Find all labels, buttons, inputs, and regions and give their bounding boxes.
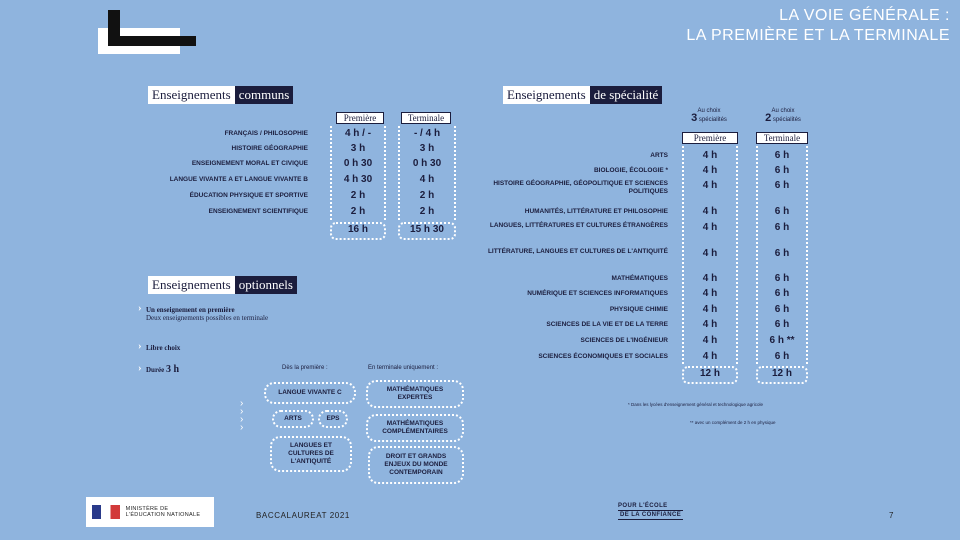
optionnels-item-choice: › Libre choix [146,344,180,352]
specialite-row-premiere: 4 h [702,351,718,362]
communs-row-premiere: 2 h [350,190,366,201]
specialite-row-terminale: 6 h [774,165,790,176]
footer-bac: BACCALAUREAT 2021 [256,511,350,520]
specialite-row-label: NUMÉRIQUE ET SCIENCES INFORMATIQUES [527,290,668,297]
option-droit: DROIT ET GRANDS ENJEUX DU MONDE CONTEMPORAIN [368,446,464,484]
specialite-row-terminale: 6 h [774,180,790,191]
specialite-row-label: LANGUES, LITTÉRATURES ET CULTURES ÉTRANGÈRES [489,222,668,229]
optionnels-item-duration: › Durée 3 h [146,366,179,374]
communs-row-label: ENSEIGNEMENT MORAL ET CIVIQUE [191,160,308,167]
specialite-row-label: SCIENCES DE LA VIE ET DE LA TERRE [546,321,668,328]
specialite-row-terminale: 6 h ** [769,335,795,346]
communs-row-label: HISTOIRE GÉOGRAPHIE [231,145,308,152]
specialite-col-terminale: Terminale [756,132,808,144]
logo-mark [98,10,198,46]
specialite-row-premiere: 4 h [702,180,718,191]
option-maths-expertes: MATHÉMATIQUES EXPERTES [366,380,464,408]
specialite-row-label: HISTOIRE GÉOGRAPHIE, GÉOPOLITIQUE ET SCIENCES POLITIQUES [493,180,668,195]
communs-row-label: ÉDUCATION PHYSIQUE ET SPORTIVE [189,192,308,199]
specialite-total-premiere: 12 h [682,366,738,384]
option-langue-vivante-c: LANGUE VIVANTE C [264,382,356,404]
specialite-row-terminale: 6 h [774,248,790,259]
french-flag-icon [92,505,120,519]
specialite-row-label: SCIENCES DE L'INGÉNIEUR [580,337,668,344]
option-arts: ARTS [272,410,314,428]
footnote-ingenieur: ** avec un complément de 2 h en physique [690,420,776,425]
communs-col-terminale: Terminale [401,112,451,124]
communs-row-premiere: 4 h 30 [343,174,373,185]
specialite-row-terminale: 6 h [774,304,790,315]
specialite-row-label: SCIENCES ÉCONOMIQUES ET SOCIALES [538,353,668,360]
communs-row-terminale: 2 h [419,206,435,217]
choice-terminale: Au choix 2 spécialités [765,108,801,124]
communs-row-premiere: 3 h [350,143,366,154]
communs-row-terminale: 3 h [419,143,435,154]
ecole-confiance-logo: POUR L'ÉCOLE DE LA CONFIANCE [618,503,682,518]
ministry-logo: MINISTÈRE DE L'ÉDUCATION NATIONALE [86,497,214,527]
label-en-terminale: En terminale uniquement : [368,365,439,371]
option-maths-complementaires: MATHÉMATIQUES COMPLÉMENTAIRES [366,414,464,442]
communs-row-label: ENSEIGNEMENT SCIENTIFIQUE [208,208,308,215]
section-communs-heading: Enseignements communs [148,86,293,104]
specialite-row-premiere: 4 h [702,222,718,233]
page-number: 7 [889,511,894,520]
communs-total-premiere: 16 h [330,222,386,240]
specialite-row-premiere: 4 h [702,150,718,161]
communs-row-premiere: 2 h [350,206,366,217]
specialite-row-label: HUMANITÉS, LITTÉRATURE ET PHILOSOPHIE [524,208,668,215]
specialite-row-premiere: 4 h [702,273,718,284]
communs-row-label: LANGUE VIVANTE A ET LANGUE VIVANTE B [169,176,308,183]
specialite-row-terminale: 6 h [774,273,790,284]
communs-col-premiere: Première [336,112,384,124]
communs-row-terminale: 0 h 30 [412,158,442,169]
specialite-row-label: MATHÉMATIQUES [611,275,668,282]
chevron-icon: › › › › [240,398,244,433]
specialite-row-premiere: 4 h [702,319,718,330]
specialite-row-terminale: 6 h [774,288,790,299]
specialite-row-terminale: 6 h [774,150,790,161]
communs-row-premiere: 4 h / - [344,128,372,139]
specialite-row-label: PHYSIQUE CHIMIE [609,306,668,313]
specialite-col-premiere: Première [682,132,738,144]
communs-row-label: FRANÇAIS / PHILOSOPHIE [224,130,308,137]
footnote-biologie: * Dans les lycées d'enseignement général et technologique agricole [628,402,763,407]
specialite-row-label: ARTS [650,152,668,159]
specialite-row-terminale: 6 h [774,319,790,330]
specialite-row-premiere: 4 h [702,335,718,346]
section-optionnels-heading: Enseignements optionnels [148,276,297,294]
choice-premiere: Au choix 3 spécialités [691,108,727,124]
optionnels-item-count: › Un enseignement en première Deux enseignements possibles en terminale [146,306,286,322]
specialite-row-premiere: 4 h [702,304,718,315]
label-des-la-premiere: Dès la première : [282,365,328,371]
specialite-row-label: LITTÉRATURE, LANGUES ET CULTURES DE L'ANTIQUITÉ [487,248,668,255]
page-title: LA VOIE GÉNÉRALE : LA PREMIÈRE ET LA TERMINALE [686,7,950,44]
communs-row-terminale: 2 h [419,190,435,201]
specialite-row-terminale: 6 h [774,351,790,362]
specialite-row-premiere: 4 h [702,288,718,299]
section-specialite-heading: Enseignements de spécialité [503,86,662,104]
option-eps: EPS [318,410,348,428]
specialite-row-premiere: 4 h [702,206,718,217]
option-langues-antiquite: LANGUES ET CULTURES DE L'ANTIQUITÉ [270,436,352,472]
communs-row-premiere: 0 h 30 [343,158,373,169]
communs-row-terminale: 4 h [419,174,435,185]
specialite-row-premiere: 4 h [702,248,718,259]
communs-total-terminale: 15 h 30 [398,222,456,240]
specialite-row-terminale: 6 h [774,222,790,233]
specialite-total-terminale: 12 h [756,366,808,384]
specialite-row-label: BIOLOGIE, ÉCOLOGIE * [593,167,668,174]
specialite-row-terminale: 6 h [774,206,790,217]
communs-row-terminale: - / 4 h [413,128,441,139]
specialite-row-premiere: 4 h [702,165,718,176]
